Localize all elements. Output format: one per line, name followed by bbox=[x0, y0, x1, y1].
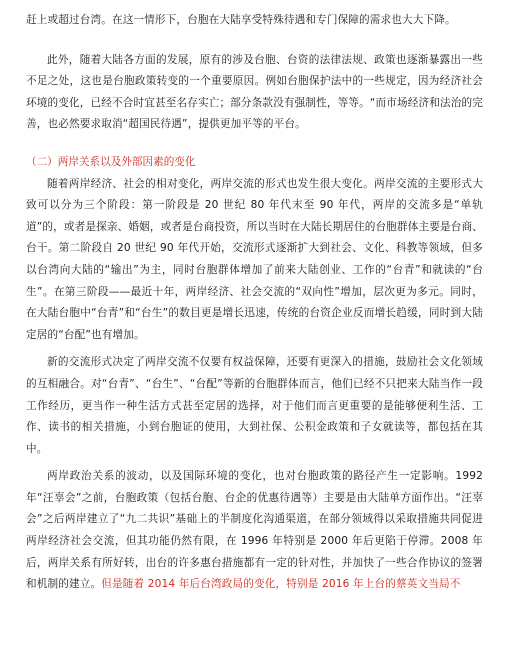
paragraph-new-exchange-forms: 新的交流形式决定了两岸交流不仅要有权益保障，还要有更深入的措施，鼓励社会文化领域的互相融合。对“台青”、“台生”、“台配”等新的台胞群体而言，他们已经不只把来大陆当作一段工作经历，更当作一种生活方式甚至定居的选择，对于他们而言更重要的是能够便利生活、工作、读书的相关措施，小到台胞证的使用，大到社保、公积金政策和子女就读等，都包括在其中。 bbox=[26, 356, 483, 455]
political-text: 两岸政治关系的波动，以及国际环境的变化，也对台胞政策的路径产生一定影响。1992 年“汪辜会”之前，台胞政策（包括台胞、台企的优惠待遇等）主要是由大陆单方面作出。“汪辜会”之后两岸建立了“九二共识”基础上的半制度化沟通渠道，在部分领域得以采取措施共同促进两岸经济社会交流，但其功能仍然有限，在 1996 年特别是 2000 年后更陷于停滞。2008 年后，两岸关系有所好转，出台的许多惠台措施都有一定的针对性，并加快了一些合作协议的签署和机制的建立。 bbox=[26, 470, 483, 591]
paragraph-gap bbox=[26, 32, 483, 50]
paragraph-law-policy: 此外，随着大陆各方面的发展，原有的涉及台胞、台资的法律法规、政策也逐渐暴露出一些不足之处，这也是台胞政策转变的一个重要原因。例如台胞保护法中的一些规定，因为经济社会环境的变化，已经不合时宜甚至名存实亡；部分条款没有强制性，等等。“而市场经济和法治的完善，也必然要求取消“超国民待遇”，提供更加平等的平台。 bbox=[26, 53, 483, 131]
section-heading: （二）两岸关系以及外部因素的变化 bbox=[26, 155, 196, 168]
paragraph-exchange-stages: 随着两岸经济、社会的相对变化，两岸交流的形式也发生很大变化。两岸交流的主要形式大致可以分为三个阶段：第一阶段是 20 世纪 80 年代末至 90 年代，两岸的交流多是“单轨道”的，或者是探亲、婚姻，或者是台商投资，所以当时在大陆长期居住的台胞群体主要是台商、台干。第二阶段自 20 世纪 90 年代开始，交流形式逐渐扩大到社会、文化、科教等领域，但多以台湾向大陆的“输出”为主，同时台胞群体增加了前来大陆创业、工作的“台青”和就读的“台生”。在第三阶段——最近十年，两岸经济、社会交流的“双向性”增加，层次更为多元。同时，在大陆台胞中“台青”和“台生”的数目更是增长迅速，传统的台资企业反而增长趋缓，同时到大陆定居的“台配”也有增加。 bbox=[26, 177, 483, 341]
intro-paragraph: 赶上或超过台湾。在这一情形下，台胞在大陆享受特殊待遇和专门保障的需求也大大下降。 bbox=[26, 14, 456, 26]
paragraph-political-relations bbox=[26, 466, 483, 596]
highlighted-text: 但是随着 2014 年后台湾政局的变化，特别是 2016 年上台的蔡英文当局不 bbox=[101, 578, 461, 591]
